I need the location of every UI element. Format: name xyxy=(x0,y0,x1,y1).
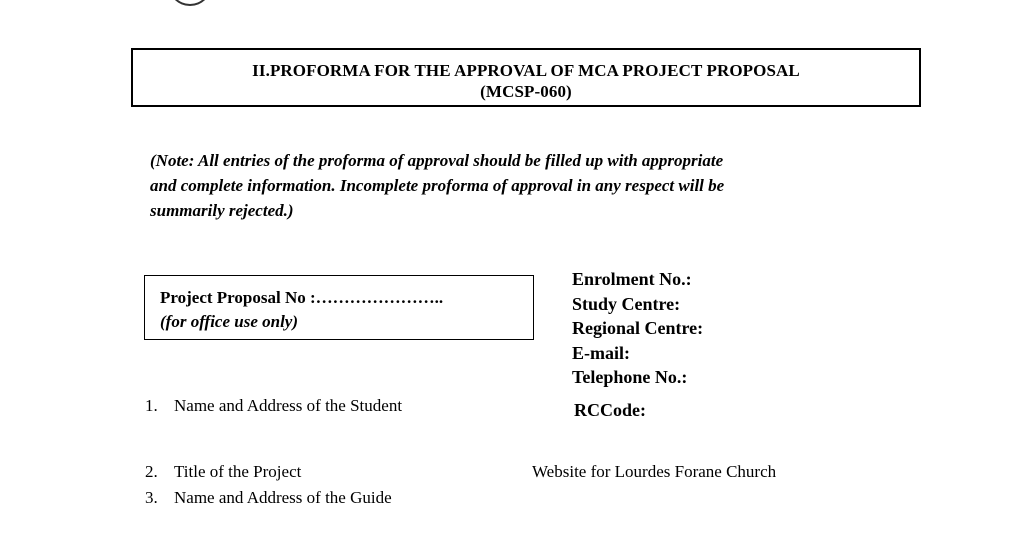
rccode-label: RCCode: xyxy=(574,400,646,420)
document-title: II.PROFORMA FOR THE APPROVAL OF MCA PROJECT PROPOSAL xyxy=(252,61,800,80)
list-item-label: Name and Address of the Student xyxy=(174,396,403,415)
regional-centre-label: Regional Centre: xyxy=(572,318,704,338)
list-item-number: 1. xyxy=(145,396,158,415)
note-line-2: and complete information. Incomplete proforma of approval in any respect will be xyxy=(150,176,725,195)
study-centre-label: Study Centre: xyxy=(572,293,681,314)
office-use-note: (for office use only) xyxy=(160,312,299,331)
email-label: E-mail: xyxy=(572,342,630,363)
student-info-fields xyxy=(572,267,703,390)
project-proposal-number-label: Project Proposal No :………………….. xyxy=(160,288,444,307)
document-title-box xyxy=(131,48,921,107)
project-proposal-box xyxy=(144,275,534,340)
list-item-label: Name and Address of the Guide xyxy=(174,488,392,507)
list-item-student-name-address xyxy=(145,396,402,416)
enrolment-number-label: Enrolment No.: xyxy=(572,269,692,289)
list-item-number: 3. xyxy=(145,488,158,507)
list-item-guide-name-address xyxy=(145,488,392,508)
project-title-value: Website for Lourdes Forane Church xyxy=(532,462,777,481)
list-item-number: 2. xyxy=(145,462,158,481)
logo-emblem xyxy=(168,0,212,6)
telephone-number-label: Telephone No.: xyxy=(572,367,688,387)
note-line-1: (Note: All entries of the proforma of approval should be filled up with appropriate xyxy=(150,151,724,170)
course-code: (MCSP-060) xyxy=(480,82,572,101)
note-line-3: summarily rejected.) xyxy=(150,201,294,220)
instructions-note xyxy=(150,148,910,223)
list-item-project-title xyxy=(145,462,301,482)
list-item-label: Title of the Project xyxy=(174,462,302,481)
